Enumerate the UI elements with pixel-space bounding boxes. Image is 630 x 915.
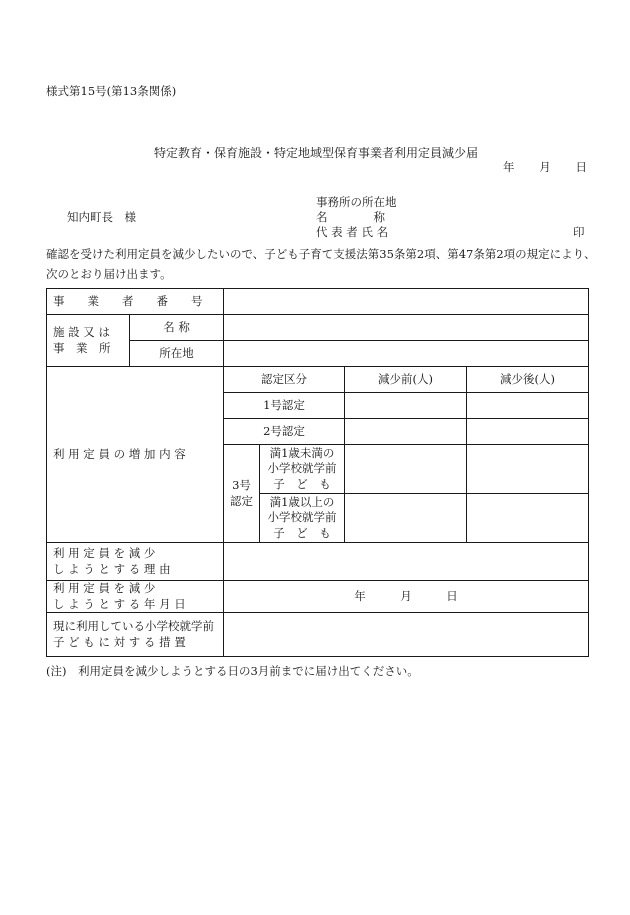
over1-line-3: 子 ど も <box>273 525 331 540</box>
month-label: 月 <box>539 160 551 174</box>
over1-before-field[interactable] <box>345 494 467 543</box>
document-title: 特定教育・保育施設・特定地域型保育事業者利用定員減少届 <box>154 146 479 160</box>
cert1-label: 1号認定 <box>224 393 345 419</box>
addressee: 知内町長 様 <box>67 210 136 224</box>
under1-line-3: 子 ど も <box>273 476 331 491</box>
cert1-after-field[interactable] <box>467 393 589 419</box>
under1-before-field[interactable] <box>345 445 467 494</box>
cert3-label-line-1: 3号 <box>232 477 251 492</box>
business-number-row <box>47 289 589 315</box>
reduction-date-label-line-1: 利 用 定 員 を 減 少 <box>53 581 156 595</box>
day-label: 日 <box>575 160 587 174</box>
applicant-name-label: 名 称 <box>316 210 385 224</box>
under1-label <box>260 445 345 494</box>
facility-location-field[interactable] <box>224 341 589 367</box>
business-number-field[interactable] <box>224 289 589 315</box>
over1-line-1: 満1歳以上の <box>269 494 335 509</box>
facility-name-label: 名 称 <box>130 315 224 341</box>
measures-label-line-1: 現に利用している小学校就学前 <box>53 619 214 634</box>
cert3-label <box>224 445 260 543</box>
reason-label-line-2: し よ う と す る 理 由 <box>53 561 171 576</box>
facility-name-field[interactable] <box>224 315 589 341</box>
facility-name-row <box>47 315 589 341</box>
business-number-label: 事 業 者 番 号 <box>47 289 224 315</box>
representative-label: 代 表 者 氏 名 <box>316 225 389 239</box>
measures-row <box>47 613 589 657</box>
under1-line-1: 満1歳未満の <box>269 445 335 460</box>
category-header-row <box>47 367 589 393</box>
measures-label <box>47 613 224 657</box>
reduction-date-row <box>47 581 589 613</box>
cert2-after-field[interactable] <box>467 419 589 445</box>
reason-field[interactable] <box>224 543 589 581</box>
date-line <box>503 162 587 174</box>
cert2-before-field[interactable] <box>345 419 467 445</box>
cert2-label: 2号認定 <box>224 419 345 445</box>
facility-label-line-2: 事 業 所 <box>53 340 111 355</box>
reason-row <box>47 543 589 581</box>
form-number: 様式第15号(第13条関係) <box>46 84 177 98</box>
cert3-label-line-2: 認定 <box>230 493 253 508</box>
facility-label <box>47 315 130 367</box>
reason-label-line-1: 利 用 定 員 を 減 少 <box>53 545 156 560</box>
over1-after-field[interactable] <box>467 494 589 543</box>
intro-line-2: 次のとおり届け出ます。 <box>46 267 172 281</box>
facility-location-label: 所在地 <box>130 341 224 367</box>
year-label: 年 <box>503 160 515 174</box>
cert1-before-field[interactable] <box>345 393 467 419</box>
over1-label <box>260 494 345 543</box>
reduction-date-label <box>47 581 224 613</box>
reduction-form-table <box>46 288 589 657</box>
under1-after-field[interactable] <box>467 445 589 494</box>
reason-label <box>47 543 224 581</box>
footnote: (注) 利用定員を減少しようとする日の3月前までに届け出てください。 <box>46 664 419 678</box>
facility-label-line-1: 施 設 又 は <box>53 324 110 339</box>
seal-label: 印 <box>573 225 585 239</box>
over1-line-2: 小学校就学前 <box>267 510 337 525</box>
under1-line-2: 小学校就学前 <box>267 461 337 476</box>
increase-content-label: 利 用 定 員 の 増 加 内 容 <box>47 367 224 543</box>
reduction-date-field[interactable]: 年 月 日 <box>224 581 589 613</box>
reduction-date-label-line-2: し よ う と す る 年 月 日 <box>53 596 186 611</box>
office-address-label: 事務所の所在地 <box>316 195 397 209</box>
measures-field[interactable] <box>224 613 589 657</box>
col-category-header: 認定区分 <box>224 367 345 393</box>
measures-label-line-2: 子 ど も に 対 す る 措 置 <box>53 634 186 649</box>
intro-line-1: 確認を受けた利用定員を減少したいので、子ども子育て支援法第35条第2項、第47条第2項の規定により、 <box>46 247 596 261</box>
col-after-header: 減少後(人) <box>467 367 589 393</box>
col-before-header: 減少前(人) <box>345 367 467 393</box>
